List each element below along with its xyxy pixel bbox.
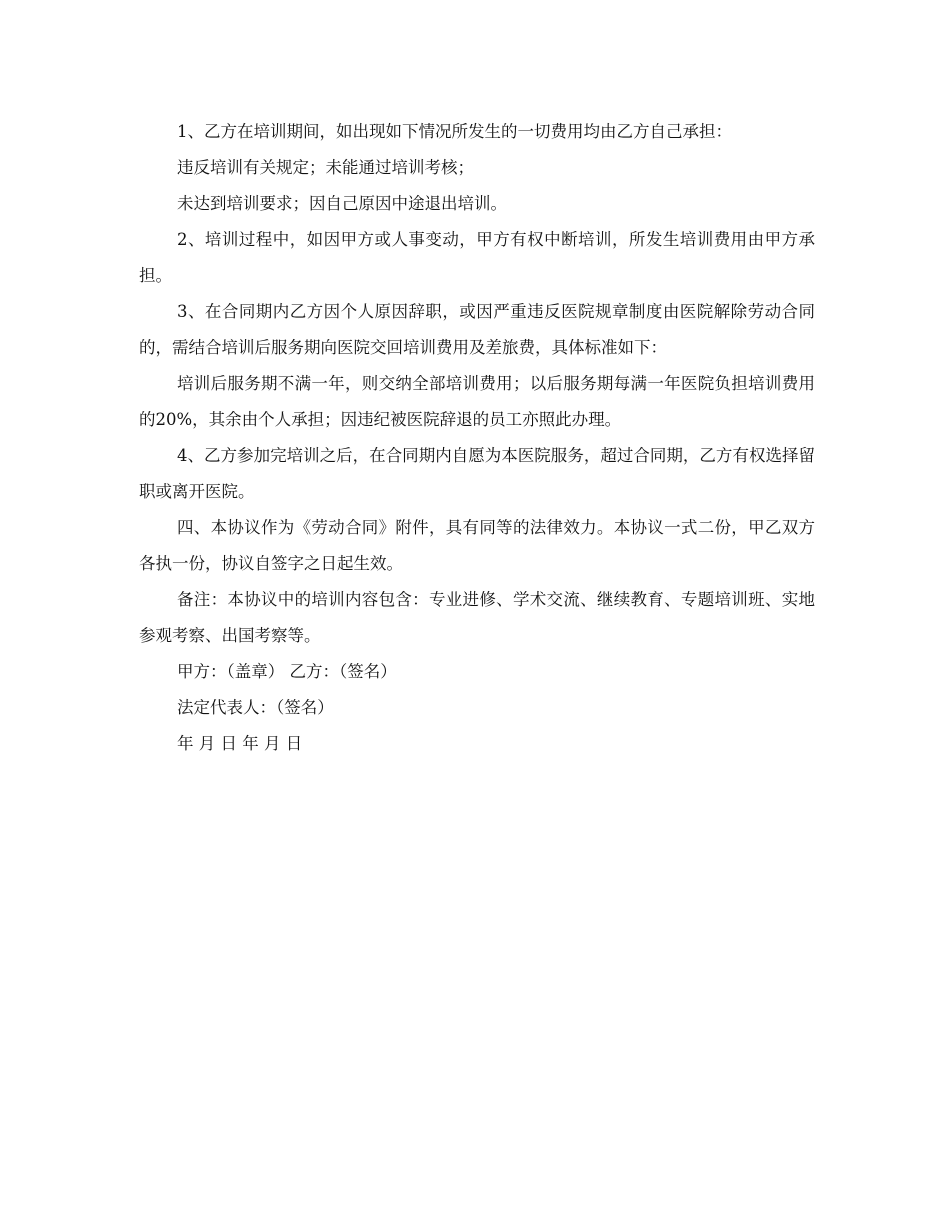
date-line: 年 月 日 年 月 日 bbox=[177, 734, 303, 753]
remarks-paragraph: 备注：本协议中的培训内容包含：专业进修、学术交流、继续教育、专题培训班、实地参观考察、出国考察等。 bbox=[139, 590, 815, 645]
clause-1-item-b: 未达到培训要求；因自己原因中途退出培训。 bbox=[177, 194, 507, 213]
section-4-paragraph: 四、本协议作为《劳动合同》附件，具有同等的法律效力。本协议一式二份，甲乙双方各执一份，协议自签字之日起生效。 bbox=[139, 518, 815, 573]
clause-3-paragraph: 3、在合同期内乙方因个人原因辞职，或因严重违反医院规章制度由医院解除劳动合同的，需结合培训后服务期向医院交回培训费用及差旅费，具体标准如下： bbox=[139, 302, 815, 357]
clause-1-paragraph: 1、乙方在培训期间，如出现如下情况所发生的一切费用均由乙方自己承担： bbox=[177, 122, 732, 141]
document-body bbox=[139, 114, 815, 762]
clause-1-item-a: 违反培训有关规定；未能通过培训考核； bbox=[177, 158, 474, 177]
clause-4-paragraph: 4、乙方参加完培训之后，在合同期内自愿为本医院服务，超过合同期，乙方有权选择留职或离开医院。 bbox=[139, 446, 815, 501]
signature-parties-line: 甲方：（盖章） 乙方：（签名） bbox=[177, 662, 397, 681]
legal-representative-line: 法定代表人：（签名） bbox=[177, 698, 334, 717]
clause-3-detail: 培训后服务期不满一年，则交纳全部培训费用；以后服务期每满一年医院负担培训费用的20%，其余由个人承担；因违纪被医院辞退的员工亦照此办理。 bbox=[139, 374, 815, 429]
clause-2-paragraph: 2、培训过程中，如因甲方或人事变动，甲方有权中断培训，所发生培训费用由甲方承担。 bbox=[139, 230, 815, 285]
